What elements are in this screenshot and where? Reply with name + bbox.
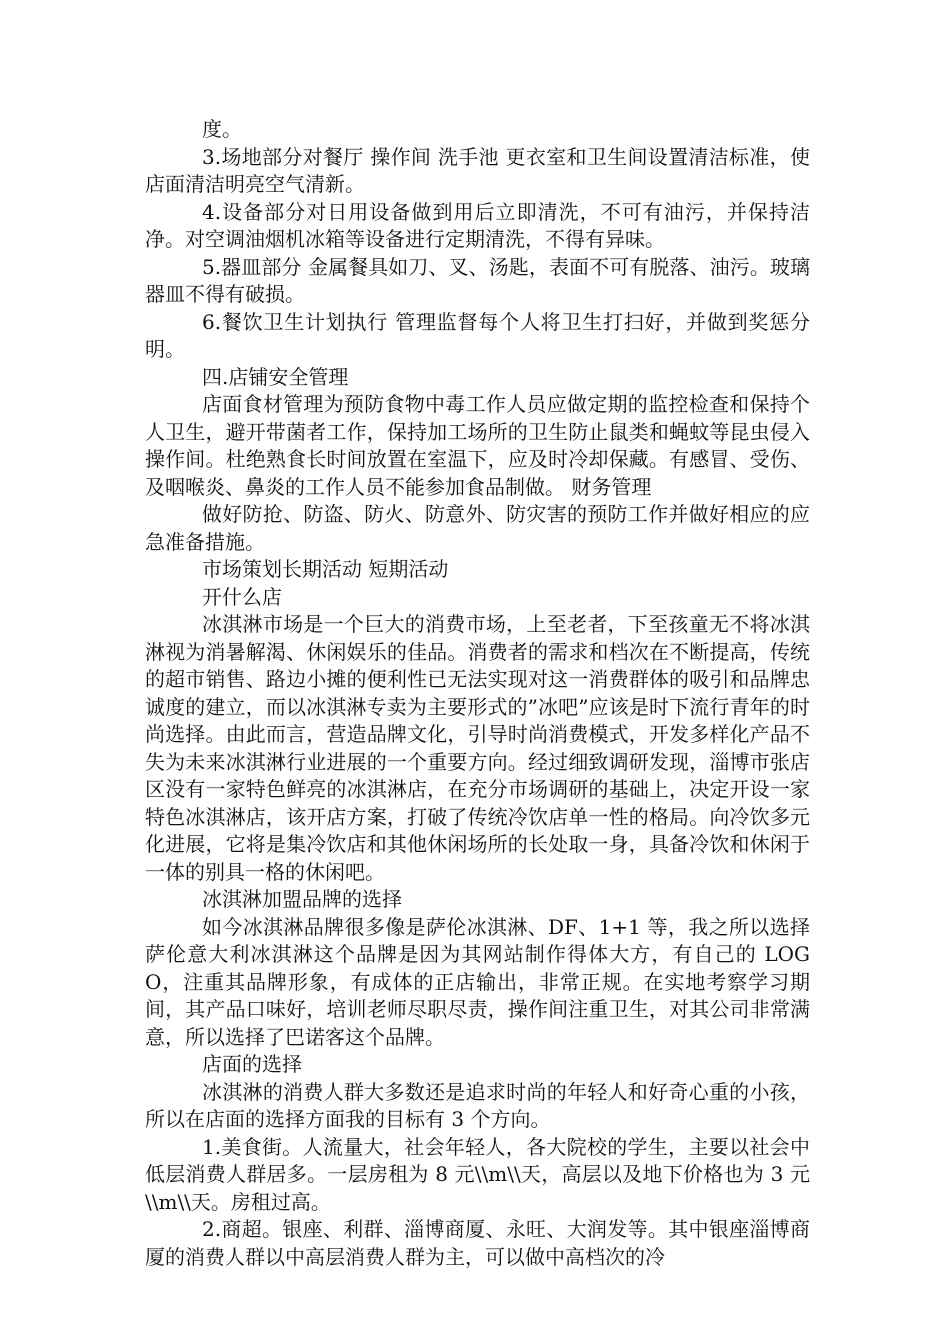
paragraph-food-street: 1.美食街。人流量大，社会年轻人，各大院校的学生，主要以社会中低层消费人群居多。一层房租为 8 元\\m\\天，高层以及地下价格也为 3 元\\m\\天。房租过高。 <box>145 1134 810 1214</box>
document-body <box>145 116 810 1271</box>
paragraph-supermarkets: 2.商超。银座、利群、淄博商厦、永旺、大润发等。其中银座淄博商厦的消费人群以中高层消费人群为主，可以做中高档次的冷 <box>145 1217 810 1269</box>
paragraph-equipment-hygiene: 4.设备部分对日用设备做到用后立即清洗，不可有油污，并保持洁净。对空调油烟机冰箱等设备进行定期清洗，不得有异味。 <box>145 199 810 251</box>
paragraph-utensils: 5.器皿部分 金属餐具如刀、叉、汤匙，表面不可有脱落、油污。玻璃器皿不得有破损。 <box>145 254 810 306</box>
paragraph-degree-end: 度。 <box>202 117 242 141</box>
paragraph-security: 做好防抢、防盗、防火、防意外、防灾害的预防工作并做好相应的应急准备措施。 <box>145 502 810 554</box>
paragraph-brand-choice: 如今冰淇淋品牌很多像是萨伦冰淇淋、DF、1+1 等，我之所以选择萨伦意大利冰淇淋这个品牌是因为其网站制作得体大方，有自己的 LOGO，注重其品牌形象，有成体的正店输出，非常正规。在实地考察学习期间，其产品口味好，培训老师尽职尽责，操作间注重卫生，对其公司非常满意，所以选择了巴诺客这个品牌。 <box>145 914 810 1049</box>
section-heading-store-safety: 四.店铺安全管理 <box>202 364 349 389</box>
paragraph-venue-hygiene: 3.场地部分对餐厅 操作间 洗手池 更衣室和卫生间设置清洁标准，使店面清洁明亮空气清新。 <box>145 144 810 196</box>
paragraph-consumer-group: 冰淇淋的消费人群大多数还是追求时尚的年轻人和好奇心重的小孩，所以在店面的选择方面我的目标有 3 个方向。 <box>145 1079 810 1131</box>
paragraph-food-management: 店面食材管理为预防食物中毒工作人员应做定期的监控检查和保持个人卫生，避开带菌者工作，保持加工场所的卫生防止鼠类和蝇蚊等昆虫侵入操作间。杜绝熟食长时间放置在室温下，应及时冷却保藏。有感冒、受伤、及咽喉炎、鼻炎的工作人员不能参加食品制做。 财务管理 <box>145 392 810 499</box>
heading-store-location: 店面的选择 <box>202 1052 302 1076</box>
paragraph-marketing: 市场策划长期活动 短期活动 <box>202 557 449 581</box>
heading-brand-choice: 冰淇淋加盟品牌的选择 <box>202 887 402 911</box>
paragraph-hygiene-plan: 6.餐饮卫生计划执行 管理监督每个人将卫生打扫好，并做到奖惩分明。 <box>145 309 810 361</box>
paragraph-ice-cream-market: 冰淇淋市场是一个巨大的消费市场，上至老者，下至孩童无不将冰淇淋视为消暑解渴、休闲娱乐的佳品。消费者的需求和档次在不断提高，传统的超市销售、路边小摊的便利性已无法实现对这一消费群体的吸引和品牌忠诚度的建立，而以冰淇淋专卖为主要形式的”冰吧”应该是时下流行青年的时尚选择。由此而言，营造品牌文化，引导时尚消费模式，开发多样化产品不失为未来冰淇淋行业进展的一个重要方向。经过细致调研发现，淄博市张店区没有一家特色鲜亮的冰淇淋店，在充分市场调研的基础上，决定开设一家特色冰淇淋店，该开店方案，打破了传统冷饮店单一性的格局。向冷饮多元化进展，它将是集冷饮店和其他休闲场所的长处取一身，具备冷饮和休闲于一体的别具一格的休闲吧。 <box>145 612 810 884</box>
heading-what-store: 开什么店 <box>202 584 282 609</box>
